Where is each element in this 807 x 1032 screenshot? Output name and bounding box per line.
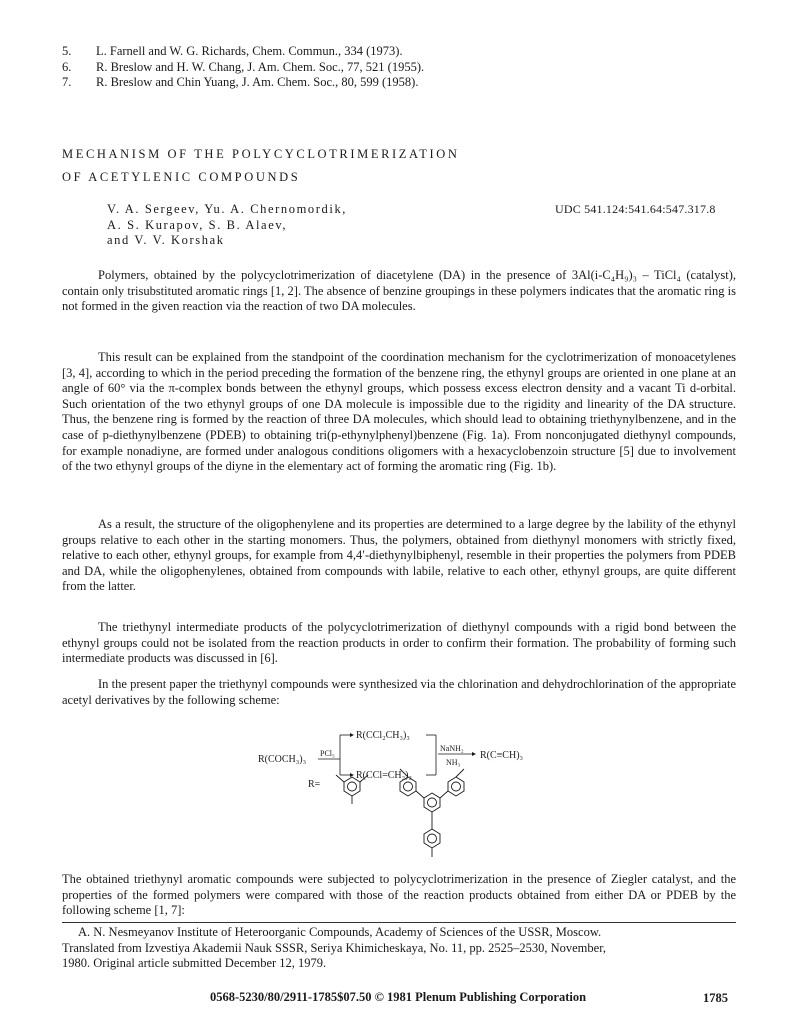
scheme-upper-product: R(CCl₂CH₃)₃ xyxy=(356,730,410,741)
reference-number: 5. xyxy=(62,44,72,58)
scheme-lower-product: R(CCl=CH₂)₃ xyxy=(356,770,412,781)
reference-text: L. Farnell and W. G. Richards, Chem. Commun., 334 (1973). xyxy=(96,44,403,58)
benzene-ring-icon xyxy=(336,775,368,804)
reference-item xyxy=(62,60,424,76)
footnote-line: A. N. Nesmeyanov Institute of Heteroorganic Compounds, Academy of Sciences of the USSR, Moscow. xyxy=(78,925,602,939)
reaction-scheme xyxy=(250,725,550,865)
arrowhead-icon xyxy=(472,752,476,756)
udc-code: UDC 541.124:541.64:547.317.8 xyxy=(555,202,716,216)
reference-text: R. Breslow and Chin Yuang, J. Am. Chem. Soc., 80, 599 (1958). xyxy=(96,75,419,89)
scheme-reactant: R(COCH₃)₃ xyxy=(258,754,307,765)
footnote xyxy=(62,925,736,972)
scheme-final-product: R(C≡CH)₃ xyxy=(480,750,524,761)
scheme-reagent-1: PCl₅ xyxy=(320,749,335,758)
footnote-line: 1980. Original article submitted December 12, 1979. xyxy=(62,956,327,970)
scheme-reagent-2-bottom: NH₃ xyxy=(446,758,461,767)
arrowhead-icon xyxy=(350,733,354,737)
author-line: V. A. Sergeev, Yu. A. Chernomordik, xyxy=(107,202,348,216)
author-line: and V. V. Korshak xyxy=(107,233,225,247)
footnote-divider xyxy=(62,922,736,923)
reference-number: 6. xyxy=(62,59,72,74)
reference-number: 7. xyxy=(62,75,72,89)
page-number: 1785 xyxy=(703,991,728,1005)
article-title xyxy=(62,143,460,189)
title-line: MECHANISM OF THE POLYCYCLOTRIMERIZATION xyxy=(62,147,460,161)
reference-item xyxy=(62,44,424,60)
reference-text: R. Breslow and H. W. Chang, J. Am. Chem. Soc., 77, 521 (1955). xyxy=(96,59,425,74)
paragraph: Polymers, obtained by the polycyclotrimerization of diacetylene (DA) in the presence of 3Al(i-C₄H₉)₃ – TiCl₄ (catalyst), contain only trisubstituted aromatic rings [1, 2]. The absence of benzine groupings in these polymers indicates that the aromatic ring is not formed in the given reaction via the reaction of two DA molecules. xyxy=(62,268,736,314)
paragraph: The obtained triethynyl aromatic compounds were subjected to polycyclotrimerization in the presence of Ziegler catalyst, and the properties of the formed polymers were compared with those of the reaction products obtained from either DA or PDEB by the following scheme [1, 7]: xyxy=(62,872,736,918)
arrowhead-icon xyxy=(350,773,354,777)
scheme-r-label: R= xyxy=(308,779,321,790)
paragraph: The triethynyl intermediate products of the polycyclotrimerization of diethynyl compounds with a rigid bond between the ethynyl groups could not be isolated from the reaction products in order to confirm their formation. The probability of forming such intermediate products was discussed in [6]. xyxy=(62,620,736,666)
paragraph: As a result, the structure of the oligophenylene and its properties are determined to a large degree by the lability of the ethynyl groups relative to each other in the starting monomers. Thus, the polymers, obtained from diethynyl monomers with strictly fixed, relative to each other, ethynyl groups, for example from 4,4′-diethynylbiphenyl, resemble in their properties the polymers from PDEB and DA, while the oligophenylenes, obtained from compounds with labile, relative to each other, ethynyl groups, are quite different from the latter. xyxy=(62,517,736,594)
title-line: OF ACETYLENIC COMPOUNDS xyxy=(62,170,301,184)
author-list xyxy=(107,202,347,249)
terphenyl-structure-icon xyxy=(400,769,464,857)
reference-item xyxy=(62,75,424,91)
footnote-line: Translated from Izvestiya Akademii Nauk SSSR, Seriya Khimicheskaya, No. 11, pp. 2525–2530, November, xyxy=(62,940,606,955)
reference-list xyxy=(62,44,424,91)
paragraph: This result can be explained from the standpoint of the coordination mechanism for the cyclotrimerization of monoacetylenes [3, 4], according to which in the period preceding the formation of the benzene ring, the ethynyl groups are oriented in one plane at an angle of 60° via the π-complex bonds between the ethynyl groups, which possess excess electron density and a vacant Ti d-orbital. Such orientation of the two ethynyl groups of one DA molecule is impossible due to the rigidity and linearity of the DA structure. Thus, the benzene ring is formed by the reaction of three DA molecules, which should lead to obtaining triethynylbenzene, and in the case of p-diethynylbenzene (PDEB) to obtaining tri(p-ethynylphenyl)benzene (Fig. 1a). From nonconjugated diethynyl compounds, for example nonadiyne, are formed under analogous conditions oligomers with a hexacyclobenzoin structure [5] due to involvement of the two ethynyl groups of the diyne in the elementary act of forming the aromatic ring (Fig. 1b). xyxy=(62,350,736,474)
paragraph: In the present paper the triethynyl compounds were synthesized via the chlorination and dehydrochlorination of the appropriate acetyl derivatives by the following scheme: xyxy=(62,677,736,707)
author-line: A. S. Kurapov, S. B. Alaev, xyxy=(107,217,288,232)
copyright-footer: 0568-5230/80/2911-1785$07.50 © 1981 Plenum Publishing Corporation xyxy=(210,990,587,1004)
scheme-reagent-2-top: NaNH₂ xyxy=(440,744,464,753)
